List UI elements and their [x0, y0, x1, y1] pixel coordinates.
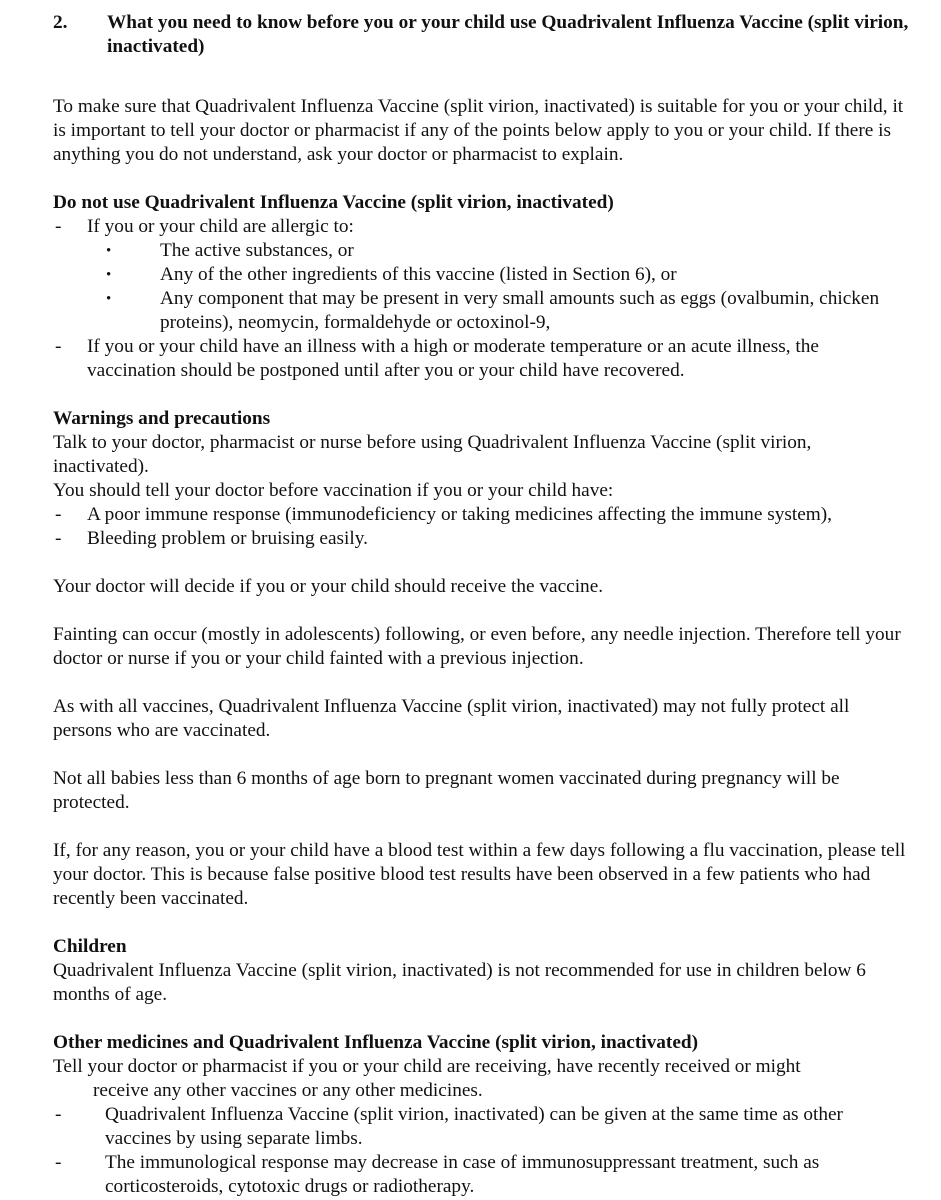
other-medicines-text: Tell your doctor or pharmacist if you or your child are receiving, have recently received or might	[53, 1056, 801, 1077]
other-medicines-section	[53, 1031, 911, 1199]
warnings-paragraph: As with all vaccines, Quadrivalent Influenza Vaccine (split virion, inactivated) may not fully protect all persons who are vaccinated.	[53, 696, 850, 741]
dash-marker: -	[55, 216, 62, 237]
warnings-paragraph: Not all babies less than 6 months of age born to pregnant women vaccinated during pregnancy will be protected.	[53, 768, 840, 813]
warnings-paragraph: Fainting can occur (mostly in adolescents) following, or even before, any needle injection. Therefore tell your doctor or nurse if you or your child fainted with a previous injection.	[53, 624, 901, 669]
list-item	[53, 1151, 911, 1199]
list-item-text: Bleeding problem or bruising easily.	[87, 528, 368, 549]
warnings-paragraph: If, for any reason, you or your child have a blood test within a few days following a flu vaccination, please tell your doctor. This is because false positive blood test results have been observed in a few patients who had recently been vaccinated.	[53, 840, 906, 909]
children-section	[53, 935, 911, 1007]
dash-marker: -	[55, 1104, 62, 1125]
section-title: What you need to know before you or your child use Quadrivalent Influenza Vaccine (split virion, inactivated)	[107, 12, 909, 57]
list-item	[53, 1103, 911, 1151]
list-item-text: Quadrivalent Influenza Vaccine (split virion, inactivated) can be given at the same time as other vaccines by using separate limbs.	[105, 1104, 843, 1149]
dash-marker: -	[55, 1152, 62, 1173]
warnings-heading: Warnings and precautions	[53, 408, 271, 429]
dash-marker: -	[55, 528, 62, 549]
bullet-item	[53, 287, 911, 335]
bullet-text: The active substances, or	[160, 240, 354, 261]
list-item-text: The immunological response may decrease in case of immunosuppressant treatment, such as corticosteroids, cytotoxic drugs or radiotherapy.	[105, 1152, 820, 1197]
list-item-text: A poor immune response (immunodeficiency or taking medicines affecting the immune system),	[87, 504, 833, 525]
list-item	[53, 215, 911, 239]
do-not-use-heading: Do not use Quadrivalent Influenza Vaccine (split virion, inactivated)	[53, 192, 614, 213]
children-text: Quadrivalent Influenza Vaccine (split virion, inactivated) is not recommended for use in children below 6 months of age.	[53, 960, 866, 1005]
children-heading: Children	[53, 936, 127, 957]
warnings-paragraph: Your doctor will decide if you or your child should receive the vaccine.	[53, 576, 604, 597]
bullet-marker: •	[106, 291, 112, 307]
list-item-text: If you or your child have an illness with a high or moderate temperature or an acute illness, the vaccination should be postponed until after you or your child have recovered.	[87, 336, 819, 381]
list-item	[53, 527, 911, 551]
intro-paragraph: To make sure that Quadrivalent Influenza Vaccine (split virion, inactivated) is suitable for you or your child, it is important to tell your doctor or pharmacist if any of the points below apply to you or your child. If there is anything you do not understand, ask your doctor or pharmacist to explain.	[53, 96, 904, 165]
list-item-text: If you or your child are allergic to:	[87, 216, 354, 237]
dash-marker: -	[55, 504, 62, 525]
warnings-section	[53, 407, 911, 911]
section-header	[53, 11, 911, 59]
bullet-item	[53, 263, 911, 287]
other-medicines-text-continued: receive any other vaccines or any other medicines.	[93, 1080, 483, 1101]
dash-marker: -	[55, 336, 62, 357]
warnings-text: You should tell your doctor before vaccination if you or your child have:	[53, 480, 614, 501]
list-item	[53, 335, 911, 383]
list-item	[53, 503, 911, 527]
section-number: 2.	[53, 12, 68, 33]
other-medicines-heading: Other medicines and Quadrivalent Influenza Vaccine (split virion, inactivated)	[53, 1032, 699, 1053]
bullet-item	[53, 239, 911, 263]
warnings-text: Talk to your doctor, pharmacist or nurse before using Quadrivalent Influenza Vaccine (split virion, inactivated).	[53, 432, 812, 477]
bullet-marker: •	[106, 243, 112, 259]
bullet-text: Any of the other ingredients of this vaccine (listed in Section 6), or	[160, 264, 677, 285]
bullet-text: Any component that may be present in very small amounts such as eggs (ovalbumin, chicken proteins), neomycin, formaldehyde or octoxinol-9,	[160, 288, 880, 333]
bullet-marker: •	[106, 267, 112, 283]
do-not-use-section	[53, 191, 911, 383]
